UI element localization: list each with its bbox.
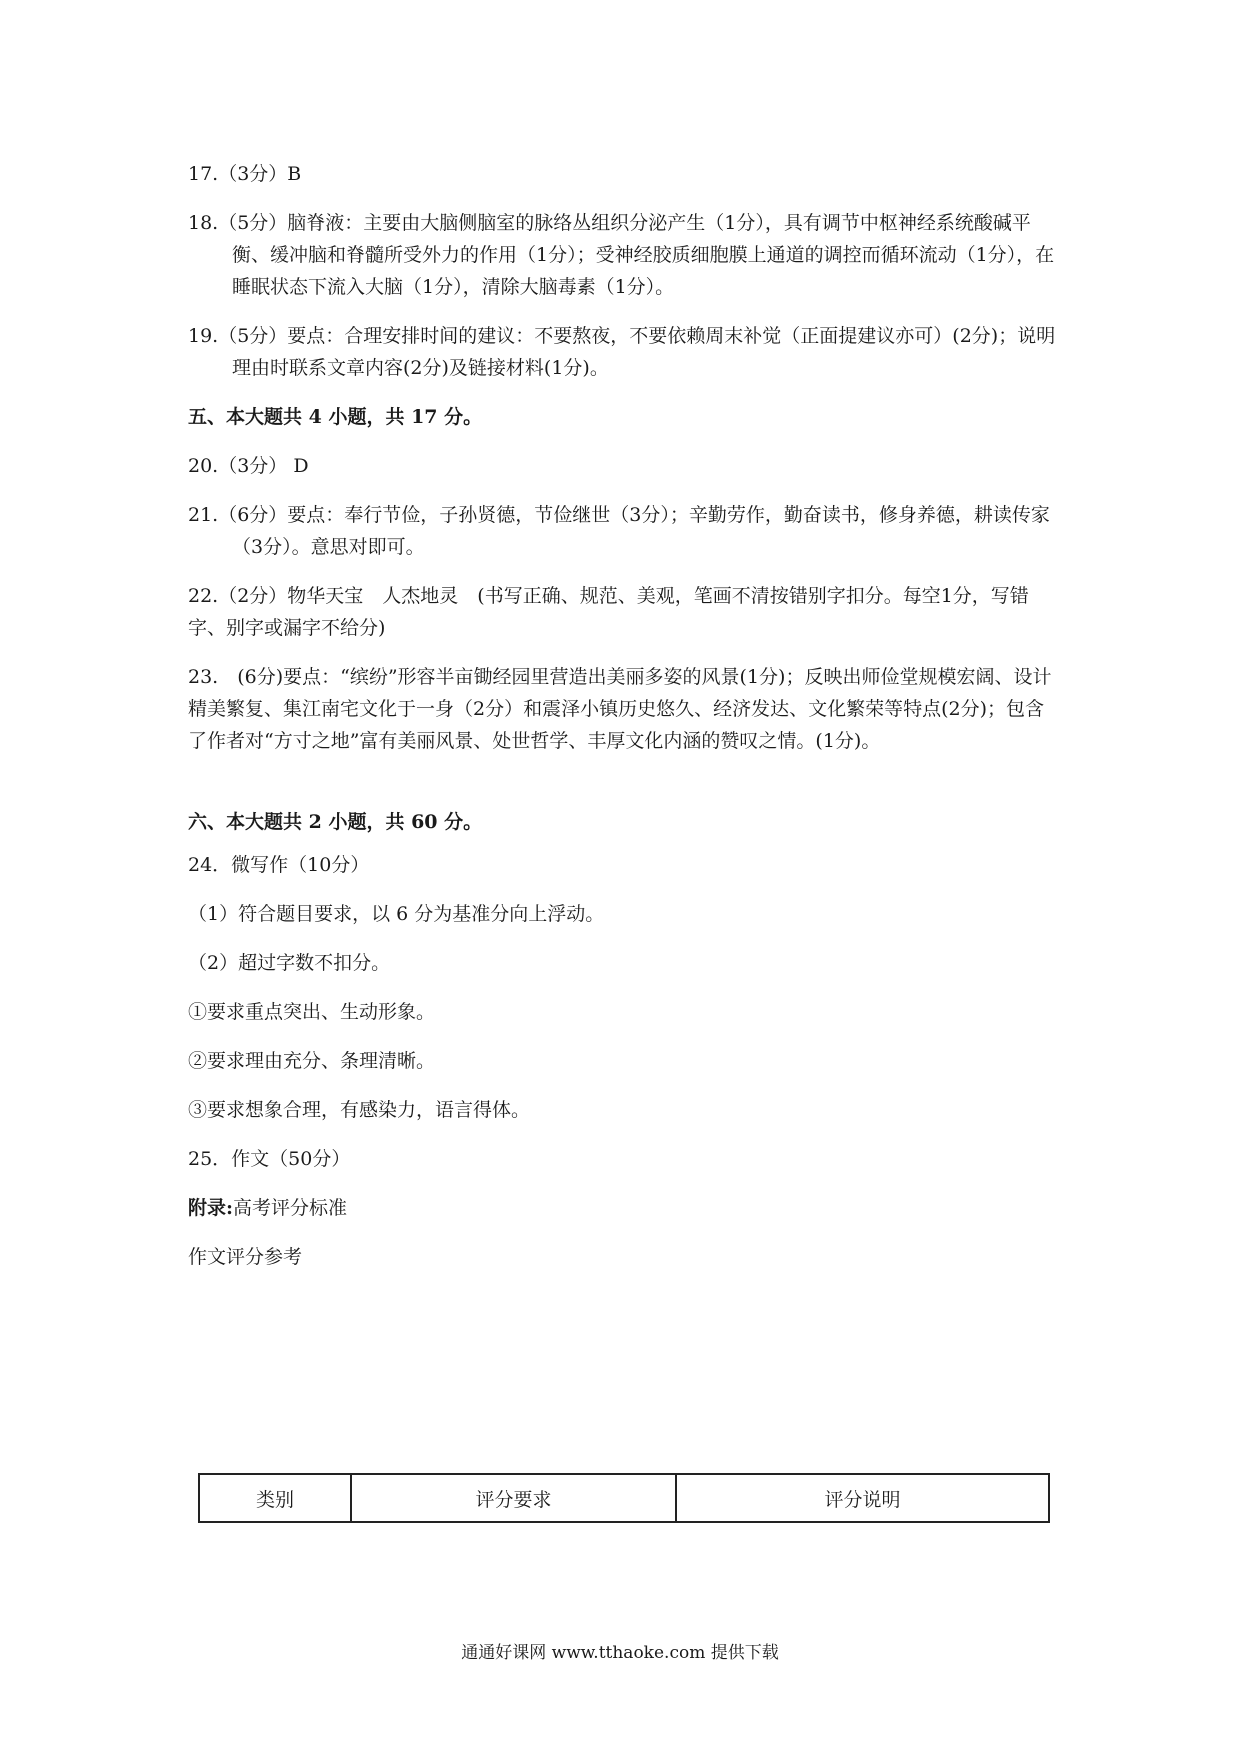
table-header-category: 类别 (199, 1474, 351, 1522)
appendix-label: 附录: (188, 1197, 234, 1219)
scoring-table (198, 1473, 1050, 1523)
criterion-2: ②要求理由充分、条理清晰。 (188, 1050, 436, 1072)
table-header-notes: 评分说明 (676, 1474, 1049, 1522)
answer-25: 25．作文（50分） (188, 1148, 351, 1170)
answer-19: 19.（5分）要点：合理安排时间的建议：不要熬夜，不要依赖周末补觉（正面提建议亦可）(2分)；说明理由时联系文章内容(2分)及链接材料(1分)。 (188, 325, 1056, 379)
answer-18: 18.（5分）脑脊液：主要由大脑侧脑室的脉络丛组织分泌产生（1分），具有调节中枢神经系统酸碱平衡、缓冲脑和脊髓所受外力的作用（1分）；受神经胶质细胞膜上通道的调控而循环流动（1分），在睡眠状态下流入大脑（1分），清除大脑毒素（1分）。 (188, 212, 1055, 298)
answer-23: 23. (6分)要点：“缤纷”形容半亩锄经园里营造出美丽多姿的风景(1分)；反映出师俭堂规模宏阔、设计精美繁复、集江南宅文化于一身（2分）和震泽小镇历史悠久、经济发达、文化繁荣等特点(2分)；包含了作者对“方寸之地”富有美丽风景、处世哲学、丰厚文化内涵的赞叹之情。(1分)。 (188, 666, 1052, 752)
table-header-row (199, 1474, 1049, 1522)
answer-22: 22.（2分）物华天宝 人杰地灵 (书写正确、规范、美观，笔画不清按错别字扣分。每空1分，写错字、别字或漏字不给分) (188, 585, 1029, 639)
answer-content (188, 158, 1058, 1273)
answer-20: 20.（3分） D (188, 455, 309, 477)
table-header-requirements: 评分要求 (351, 1474, 676, 1522)
answer-24-item-1: （1）符合题目要求，以 6 分为基准分向上浮动。 (188, 903, 605, 925)
section-5-heading: 五、本大题共 4 小题，共 17 分。 (188, 406, 483, 428)
answer-24: 24．微写作（10分） (188, 854, 370, 876)
footer-note: 通通好课网 www.tthaoke.com 提供下载 (461, 1643, 779, 1663)
appendix-text: 高考评分标准 (233, 1197, 348, 1219)
criterion-3: ③要求想象合理，有感染力，语言得体。 (188, 1099, 531, 1121)
section-6-heading: 六、本大题共 2 小题，共 60 分。 (188, 811, 483, 833)
answer-17: 17.（3分）B (188, 163, 302, 185)
answer-24-item-2: （2）超过字数不扣分。 (188, 952, 391, 974)
answer-21: 21.（6分）要点：奉行节俭，子孙贤德，节俭继世（3分）；辛勤劳作，勤奋读书，修身养德，耕读传家（3分）。意思对即可。 (188, 504, 1050, 558)
criterion-1: ①要求重点突出、生动形象。 (188, 1001, 436, 1023)
appendix-line (188, 1192, 1058, 1224)
reference-title: 作文评分参考 (188, 1246, 303, 1268)
